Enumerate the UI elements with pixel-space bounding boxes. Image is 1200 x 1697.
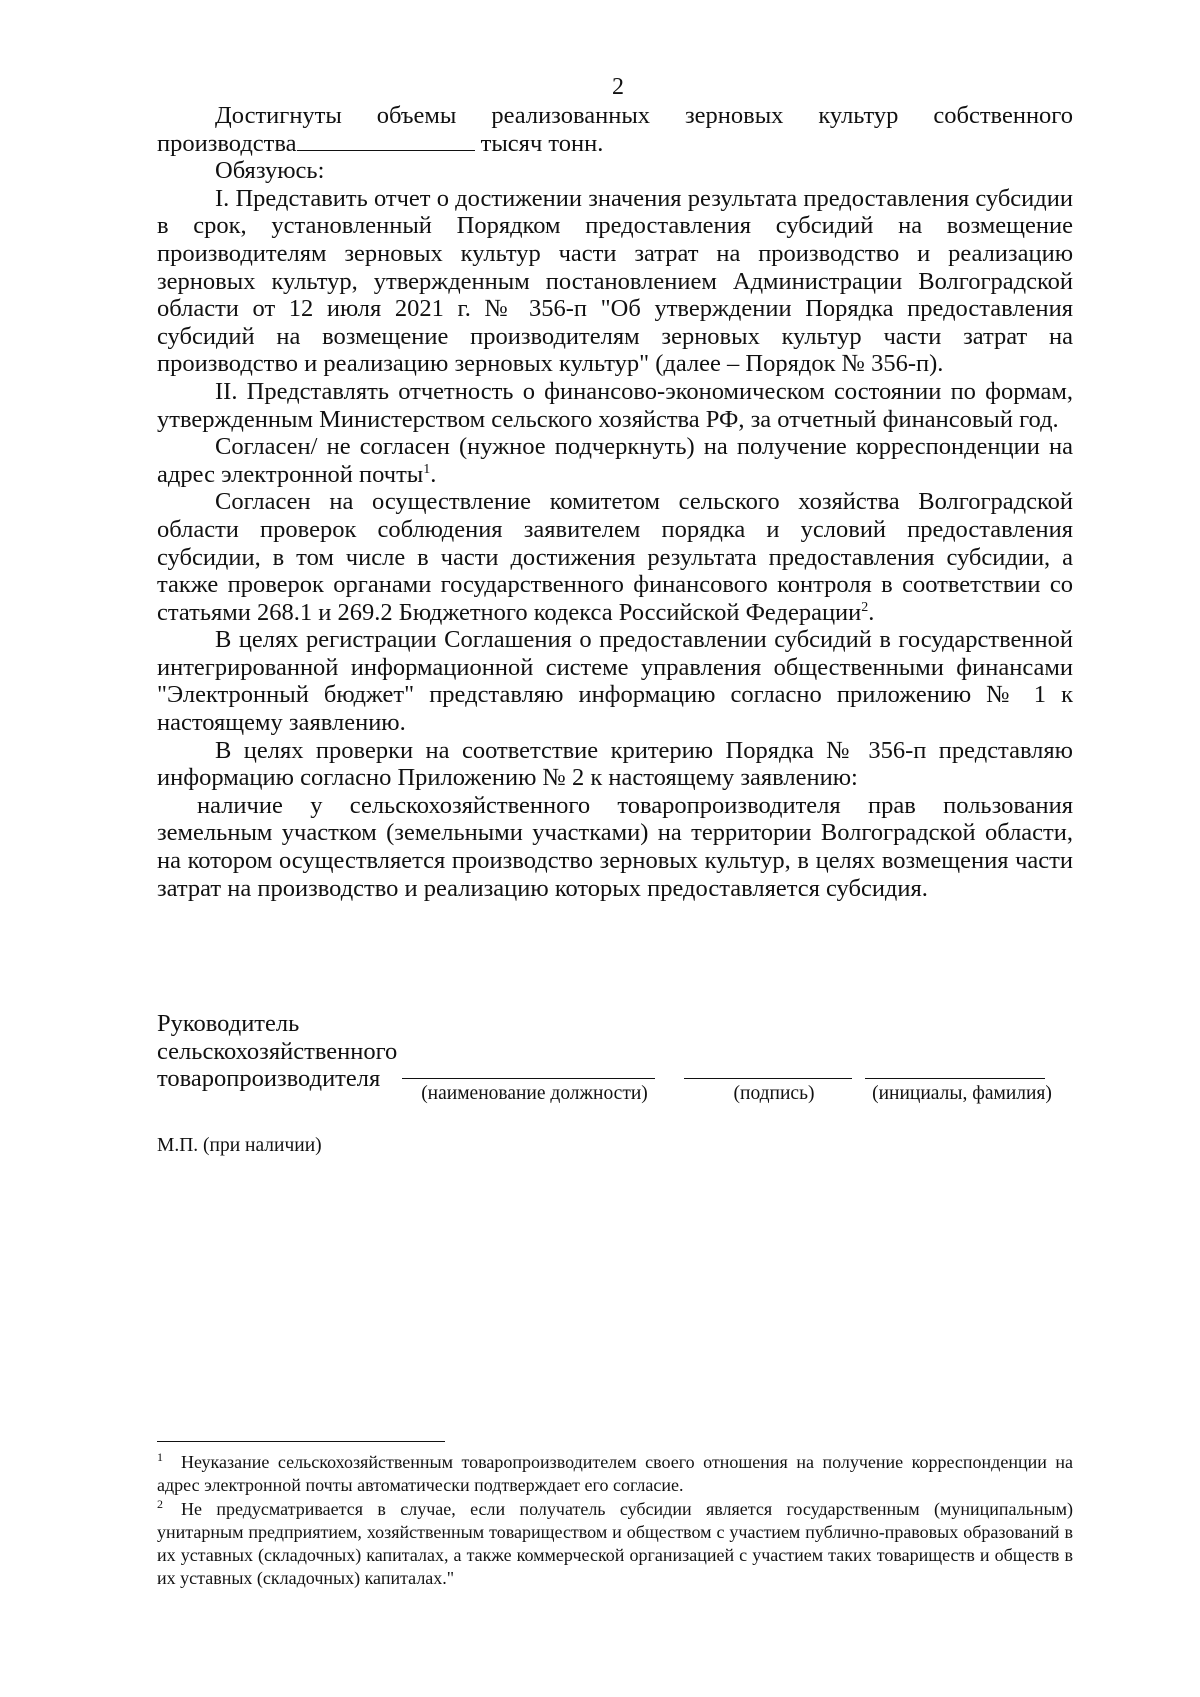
paragraph-email-consent bbox=[157, 433, 1073, 488]
footnote-ref-1: 1 bbox=[423, 461, 431, 477]
signatory-line-3: товаропроизводителя bbox=[157, 1065, 381, 1093]
inspection-consent-text: Согласен на осуществление комитетом сельского хозяйства Волгоградской области проверок соблюдения заявителем порядка и условий предоставления субсидии, в том числе в части достижения результата предоставления субсидии, а также проверок органами государственного финансового контроля в соответствии со статьями 268.1 и 269.2 Бюджетного кодекса Российской Федерации bbox=[157, 488, 1073, 626]
volumes-text: Достигнуты объемы реализованных зерновых культур собственного производства bbox=[157, 102, 1073, 157]
email-consent-text: Согласен/ не согласен (нужное подчеркнуть) на получение корреспонденции на адрес электронной почты bbox=[157, 433, 1073, 488]
paragraph-criteria: В целях проверки на соответствие критерию Порядка № 356-п представляю информацию согласно Приложению № 2 к настоящему заявлению: bbox=[157, 736, 1073, 792]
paragraph-inspection-consent bbox=[157, 488, 1073, 626]
paragraph-land-rights: наличие у сельскохозяйственного товаропроизводителя прав пользования земельным участком (земельными участками) на территории Волгоградской области, на котором осуществляется производство зерновых культур, в целях возмещения части затрат на производство и реализацию которых предоставляется субсидия. bbox=[157, 791, 1073, 902]
position-line bbox=[402, 1078, 655, 1079]
page-number: 2 bbox=[612, 74, 624, 100]
footnote-mark-2: 2 bbox=[157, 1497, 163, 1511]
paragraph-volumes bbox=[157, 102, 1073, 157]
footnote-2 bbox=[157, 1498, 1073, 1590]
email-consent-end: . bbox=[430, 460, 437, 488]
caption-name: (инициалы, фамилия) bbox=[872, 1083, 1052, 1104]
stamp-place: М.П. (при наличии) bbox=[157, 1135, 322, 1156]
paragraph-obligation-1: I. Представить отчет о достижении значения результата предоставления субсидии в срок, установленный Порядком предоставления субсидий на возмещение производителям зерновых культур части затрат на производство и реализацию зерновых культур, утвержденным постановлением Администрации Волгоградской области от 12 июля 2021 г. № 356-п "Об утверждении Порядка предоставления субсидий на возмещение производителям зерновых культур части затрат на производство и реализацию зерновых культур" (далее – Порядок № 356-п). bbox=[157, 184, 1073, 378]
signatory-line-1: Руководитель bbox=[157, 1010, 300, 1037]
signature-line bbox=[684, 1078, 852, 1079]
name-line bbox=[865, 1078, 1045, 1079]
footnote-separator bbox=[157, 1441, 445, 1442]
volumes-unit: тысяч тонн. bbox=[474, 129, 604, 157]
volume-blank-field bbox=[297, 132, 475, 151]
paragraph-obligation-2: II. Представлять отчетность о финансово-экономическом состоянии по формам, утвержденным Министерством сельского хозяйства РФ, за отчетный финансовый год. bbox=[157, 377, 1073, 433]
inspection-consent-end: . bbox=[868, 598, 875, 626]
caption-position: (наименование должности) bbox=[421, 1083, 648, 1104]
footnote-1 bbox=[157, 1451, 1073, 1497]
footnote-text-1: Неуказание сельскохозяйственным товаропроизводителем своего отношения на получение корреспонденции на адрес электронной почты автоматически подтверждает его согласие. bbox=[157, 1452, 1073, 1495]
footnote-text-2: Не предусматривается в случае, если получатель субсидии является государственным (муниципальным) унитарным предприятием, хозяйственным товариществом и обществом с участием публично-правовых образований в их уставных (складочных) капиталах, а также коммерческой организацией с участием таких товариществ и обществ в их уставных (складочных) капиталах." bbox=[157, 1499, 1073, 1588]
paragraph-obligation: Обязуюсь: bbox=[215, 157, 325, 185]
caption-signature: (подпись) bbox=[733, 1083, 815, 1104]
footnote-mark-1: 1 bbox=[157, 1450, 163, 1464]
footnote-ref-2: 2 bbox=[861, 599, 869, 615]
paragraph-registration: В целях регистрации Соглашения о предоставлении субсидий в государственной интегрированной информационной системе управления общественными финансами "Электронный бюджет" представляю информацию согласно приложению № 1 к настоящему заявлению. bbox=[157, 626, 1073, 737]
signatory-title bbox=[157, 1010, 397, 1093]
signatory-line-2: сельскохозяйственного bbox=[157, 1037, 398, 1065]
application-body bbox=[157, 102, 1073, 902]
